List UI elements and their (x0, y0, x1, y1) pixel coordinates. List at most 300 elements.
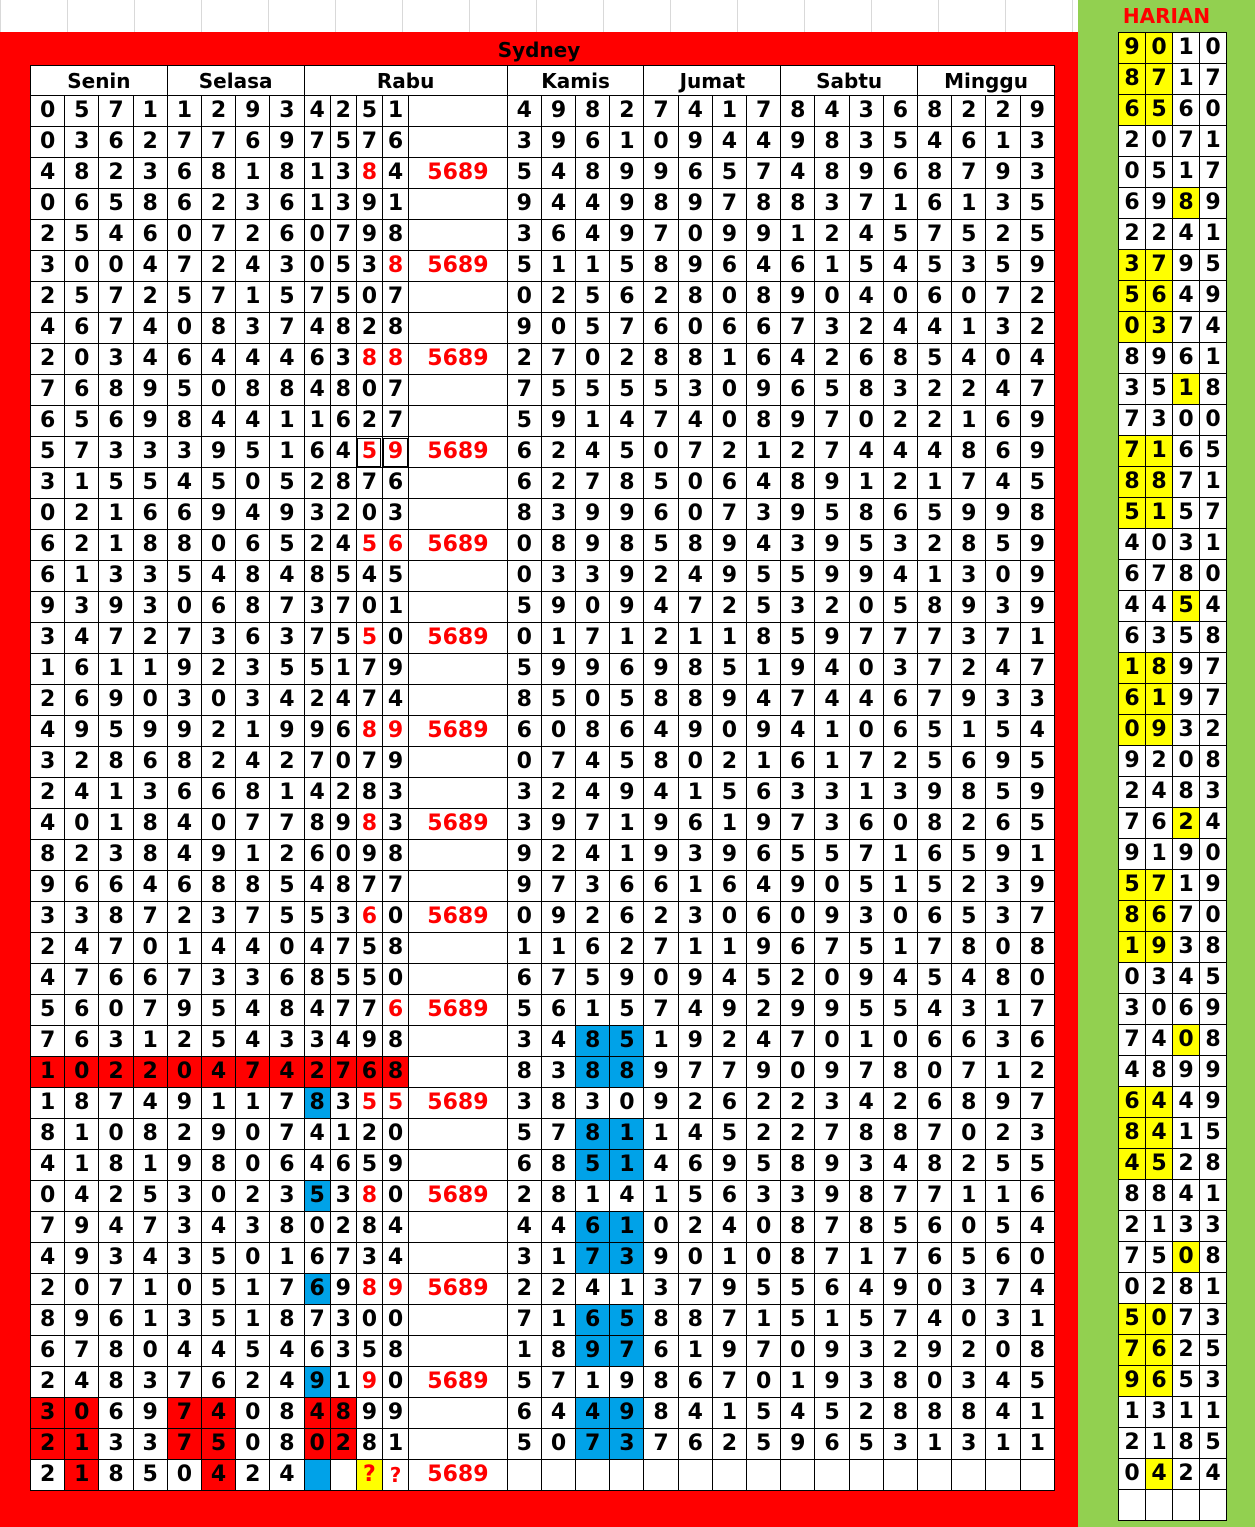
rabu-digit: 4 (304, 933, 330, 964)
kamis-digit: 9 (541, 127, 575, 158)
rabu-digit: 3 (330, 1088, 356, 1119)
harian-row (1119, 436, 1227, 467)
minggu-digit: 6 (918, 189, 952, 220)
senin-digit: 7 (65, 437, 99, 468)
jumat-digit: 0 (747, 1243, 781, 1274)
rabu-digit: 4 (330, 437, 356, 468)
sabtu-digit: 0 (883, 902, 917, 933)
rabu-digit: 8 (382, 220, 408, 251)
selasa-digit: 5 (270, 530, 304, 561)
spreadsheet-grid-background (0, 0, 1078, 32)
kamis-digit: 5 (576, 375, 610, 406)
senin-digit: 9 (65, 716, 99, 747)
kamis-digit: 1 (610, 1274, 644, 1305)
senin-digit: 5 (133, 1460, 167, 1491)
sabtu-digit: 1 (849, 1243, 883, 1274)
minggu-digit: 1 (952, 716, 986, 747)
sabtu-digit: 7 (781, 685, 815, 716)
selasa-digit: 6 (201, 778, 235, 809)
jumat-digit: 6 (747, 313, 781, 344)
kamis-digit: 7 (507, 375, 541, 406)
harian-digit: 3 (1146, 1397, 1173, 1428)
jumat-digit: 1 (712, 623, 746, 654)
selasa-digit: 5 (270, 468, 304, 499)
harian-digit: 4 (1146, 591, 1173, 622)
table-row (31, 592, 1055, 623)
minggu-digit: 5 (1020, 809, 1054, 840)
minggu-digit: 8 (918, 809, 952, 840)
sabtu-digit: 5 (883, 995, 917, 1026)
kamis-digit (507, 1460, 541, 1491)
senin-digit: 9 (65, 1212, 99, 1243)
rabu-extra-number: 5689 (409, 1367, 508, 1398)
harian-digit: 8 (1119, 343, 1146, 374)
harian-digit: 2 (1119, 777, 1146, 808)
harian-digit: 5 (1146, 1149, 1173, 1180)
rabu-digit: 3 (330, 902, 356, 933)
harian-digit: 9 (1200, 281, 1227, 312)
harian-row (1119, 1242, 1227, 1273)
minggu-digit: 9 (986, 1088, 1020, 1119)
rabu-extra-number: 5689 (409, 623, 508, 654)
minggu-digit: 0 (952, 1212, 986, 1243)
sabtu-digit: 5 (849, 933, 883, 964)
jumat-digit: 2 (747, 1119, 781, 1150)
harian-row (1119, 1428, 1227, 1459)
kamis-digit: 6 (610, 654, 644, 685)
selasa-digit: 9 (270, 716, 304, 747)
minggu-digit: 3 (986, 592, 1020, 623)
selasa-digit: 4 (236, 499, 270, 530)
jumat-digit: 9 (712, 1274, 746, 1305)
sabtu-digit: 9 (849, 158, 883, 189)
senin-digit: 5 (99, 468, 133, 499)
rabu-digit: 4 (382, 1243, 408, 1274)
header-senin: Senin (31, 66, 168, 96)
rabu-digit: 7 (382, 375, 408, 406)
sabtu-digit: 2 (849, 1398, 883, 1429)
harian-row (1119, 1025, 1227, 1056)
sabtu-digit: 8 (883, 1398, 917, 1429)
harian-row (1119, 963, 1227, 994)
selasa-digit: 1 (270, 1243, 304, 1274)
table-row (31, 1367, 1055, 1398)
kamis-digit: 9 (610, 189, 644, 220)
senin-digit: 8 (133, 189, 167, 220)
kamis-digit (610, 1460, 644, 1491)
harian-digit: 7 (1119, 1242, 1146, 1273)
table-row (31, 1243, 1055, 1274)
rabu-digit: 1 (330, 1119, 356, 1150)
jumat-digit: 8 (678, 1305, 712, 1336)
senin-digit: 4 (133, 251, 167, 282)
harian-digit (1173, 1490, 1200, 1521)
sydney-results-table (30, 65, 1055, 1491)
sabtu-digit (849, 1460, 883, 1491)
selasa-digit: 8 (201, 1150, 235, 1181)
senin-digit: 0 (31, 189, 65, 220)
rabu-digit: 7 (382, 406, 408, 437)
harian-digit: 9 (1173, 250, 1200, 281)
table-row (31, 1274, 1055, 1305)
sabtu-digit: 1 (883, 189, 917, 220)
sabtu-digit: 9 (815, 995, 849, 1026)
kamis-digit: 4 (507, 1212, 541, 1243)
kamis-digit: 7 (541, 964, 575, 995)
harian-digit: 1 (1146, 839, 1173, 870)
senin-digit: 1 (65, 1460, 99, 1491)
rabu-digit: 0 (382, 1305, 408, 1336)
kamis-digit: 9 (541, 96, 575, 127)
minggu-digit: 5 (1020, 220, 1054, 251)
sabtu-digit: 7 (815, 1243, 849, 1274)
rabu-digit: 8 (330, 468, 356, 499)
selasa-digit: 2 (270, 840, 304, 871)
harian-digit: 5 (1173, 1366, 1200, 1397)
harian-digit: 1 (1200, 529, 1227, 560)
minggu-digit: 5 (986, 778, 1020, 809)
selasa-digit: 4 (167, 840, 201, 871)
selasa-digit: 0 (236, 1398, 270, 1429)
minggu-digit: 2 (918, 375, 952, 406)
selasa-digit: 6 (167, 189, 201, 220)
jumat-digit: 0 (712, 902, 746, 933)
sabtu-digit: 2 (883, 406, 917, 437)
minggu-digit: 5 (1020, 1150, 1054, 1181)
header-rabu: Rabu (304, 66, 507, 96)
jumat-digit: 1 (747, 654, 781, 685)
jumat-digit: 9 (712, 1150, 746, 1181)
kamis-digit: 5 (576, 282, 610, 313)
harian-digit: 4 (1173, 963, 1200, 994)
harian-digit: 7 (1119, 1335, 1146, 1366)
rabu-digit: 8 (356, 1429, 382, 1460)
kamis-digit: 1 (541, 1243, 575, 1274)
sabtu-digit: 6 (781, 251, 815, 282)
sabtu-digit: 4 (883, 313, 917, 344)
selasa-digit: 4 (167, 468, 201, 499)
sabtu-digit: 5 (883, 1212, 917, 1243)
harian-digit: 0 (1173, 1242, 1200, 1273)
minggu-digit: 0 (1020, 964, 1054, 995)
harian-digit: 5 (1173, 591, 1200, 622)
sabtu-digit: 9 (815, 1057, 849, 1088)
kamis-digit: 8 (610, 468, 644, 499)
harian-digit: 9 (1200, 1056, 1227, 1087)
selasa-digit: 3 (236, 654, 270, 685)
selasa-digit: 4 (201, 1057, 235, 1088)
table-row (31, 902, 1055, 933)
header-minggu: Minggu (918, 66, 1055, 96)
kamis-digit: 5 (507, 592, 541, 623)
selasa-digit: 3 (236, 189, 270, 220)
jumat-digit: 4 (678, 561, 712, 592)
sabtu-digit: 7 (849, 747, 883, 778)
senin-digit: 2 (31, 1460, 65, 1491)
harian-digit: 8 (1200, 1025, 1227, 1056)
rabu-digit: 0 (356, 1305, 382, 1336)
kamis-digit: 0 (507, 282, 541, 313)
minggu-digit: 4 (918, 437, 952, 468)
selasa-digit: 6 (167, 871, 201, 902)
kamis-digit: 2 (610, 344, 644, 375)
jumat-digit: 0 (644, 1212, 678, 1243)
minggu-digit: 4 (918, 127, 952, 158)
minggu-digit: 5 (1020, 1367, 1054, 1398)
minggu-digit: 6 (918, 1088, 952, 1119)
kamis-digit: 1 (541, 623, 575, 654)
minggu-digit: 1 (1020, 623, 1054, 654)
selasa-digit: 0 (167, 220, 201, 251)
rabu-digit: 4 (382, 1212, 408, 1243)
rabu-digit: 4 (356, 561, 382, 592)
kamis-digit: 3 (541, 561, 575, 592)
selasa-digit: 2 (236, 1181, 270, 1212)
sabtu-digit: 6 (781, 747, 815, 778)
selasa-digit: 9 (201, 499, 235, 530)
sabtu-digit: 1 (883, 933, 917, 964)
selasa-digit: 1 (236, 716, 270, 747)
sabtu-digit: 5 (849, 871, 883, 902)
selasa-digit: 6 (167, 344, 201, 375)
senin-digit: 4 (65, 1181, 99, 1212)
sabtu-digit (781, 1460, 815, 1491)
table-row (31, 1026, 1055, 1057)
table-row (31, 375, 1055, 406)
rabu-digit: 8 (304, 1088, 330, 1119)
selasa-digit: 1 (270, 406, 304, 437)
minggu-digit: 6 (986, 437, 1020, 468)
senin-digit: 9 (133, 1398, 167, 1429)
minggu-digit: 5 (952, 840, 986, 871)
kamis-digit: 3 (507, 1243, 541, 1274)
harian-digit: 4 (1119, 529, 1146, 560)
kamis-digit: 5 (507, 158, 541, 189)
jumat-digit: 2 (678, 1088, 712, 1119)
kamis-digit: 8 (576, 1119, 610, 1150)
header-jumat: Jumat (644, 66, 781, 96)
table-row (31, 499, 1055, 530)
selasa-digit: 3 (270, 1026, 304, 1057)
selasa-digit: 9 (270, 127, 304, 158)
selasa-digit: 4 (270, 561, 304, 592)
sabtu-digit: 3 (781, 1181, 815, 1212)
rabu-digit: 9 (330, 1274, 356, 1305)
selasa-digit: 2 (201, 251, 235, 282)
senin-digit: 1 (133, 1274, 167, 1305)
sabtu-digit: 2 (883, 1336, 917, 1367)
kamis-digit: 6 (541, 220, 575, 251)
sabtu-digit: 0 (815, 1026, 849, 1057)
kamis-digit: 3 (541, 499, 575, 530)
rabu-extra-number (409, 1305, 508, 1336)
sabtu-digit: 8 (883, 1119, 917, 1150)
selasa-digit: 4 (236, 406, 270, 437)
selasa-digit: 7 (270, 313, 304, 344)
sabtu-digit: 2 (781, 1119, 815, 1150)
senin-digit: 1 (133, 654, 167, 685)
senin-digit: 7 (31, 1212, 65, 1243)
rabu-digit: 9 (356, 189, 382, 220)
senin-digit: 9 (31, 592, 65, 623)
minggu-digit: 5 (918, 344, 952, 375)
table-title: Sydney (497, 38, 581, 62)
rabu-digit: 7 (330, 1243, 356, 1274)
minggu-digit: 7 (918, 1181, 952, 1212)
kamis-digit: 2 (541, 437, 575, 468)
senin-digit: 3 (31, 468, 65, 499)
harian-digit: 3 (1146, 963, 1173, 994)
senin-digit: 4 (133, 344, 167, 375)
minggu-digit: 3 (1020, 127, 1054, 158)
selasa-digit: 4 (270, 1367, 304, 1398)
jumat-digit: 5 (712, 654, 746, 685)
table-row (31, 1460, 1055, 1491)
rabu-digit: 1 (382, 96, 408, 127)
senin-digit: 6 (133, 220, 167, 251)
jumat-digit: 8 (678, 530, 712, 561)
senin-digit: 8 (99, 1150, 133, 1181)
selasa-digit: 5 (236, 437, 270, 468)
sabtu-digit: 0 (815, 871, 849, 902)
senin-digit: 0 (31, 127, 65, 158)
sabtu-digit: 0 (781, 902, 815, 933)
kamis-digit: 8 (507, 685, 541, 716)
kamis-digit: 8 (541, 1181, 575, 1212)
sabtu-digit: 5 (849, 530, 883, 561)
sabtu-digit: 4 (849, 220, 883, 251)
harian-digit: 8 (1173, 560, 1200, 591)
rabu-digit: 6 (382, 995, 408, 1026)
minggu-digit: 8 (918, 1398, 952, 1429)
minggu-digit: 1 (918, 1429, 952, 1460)
minggu-digit: 9 (1020, 871, 1054, 902)
selasa-digit: 7 (270, 1274, 304, 1305)
selasa-digit: 5 (167, 282, 201, 313)
sabtu-digit: 5 (815, 1398, 849, 1429)
table-row (31, 1181, 1055, 1212)
senin-digit: 6 (65, 375, 99, 406)
jumat-digit: 9 (712, 530, 746, 561)
senin-digit: 1 (99, 654, 133, 685)
sabtu-digit: 7 (849, 623, 883, 654)
selasa-digit: 4 (167, 1336, 201, 1367)
harian-digit: 2 (1173, 1459, 1200, 1490)
minggu-digit: 3 (986, 1305, 1020, 1336)
rabu-digit: 9 (304, 1367, 330, 1398)
kamis-digit: 4 (576, 220, 610, 251)
harian-digit: 3 (1173, 1211, 1200, 1242)
kamis-digit: 0 (507, 530, 541, 561)
rabu-extra-number: 5689 (409, 1088, 508, 1119)
sabtu-digit: 1 (849, 468, 883, 499)
harian-digit: 1 (1119, 932, 1146, 963)
sabtu-digit: 6 (883, 96, 917, 127)
senin-digit: 0 (65, 1398, 99, 1429)
senin-digit: 2 (31, 685, 65, 716)
selasa-digit: 7 (167, 964, 201, 995)
minggu-digit: 1 (986, 127, 1020, 158)
minggu-digit: 4 (952, 344, 986, 375)
harian-digit: 7 (1200, 64, 1227, 95)
harian-digit: 7 (1173, 126, 1200, 157)
selasa-digit: 9 (201, 437, 235, 468)
selasa-digit: 5 (201, 995, 235, 1026)
rabu-digit: 2 (304, 685, 330, 716)
rabu-digit: 6 (304, 437, 330, 468)
minggu-digit: 2 (1020, 1057, 1054, 1088)
kamis-digit: 2 (541, 840, 575, 871)
minggu-digit: 1 (918, 468, 952, 499)
selasa-digit: 4 (201, 406, 235, 437)
harian-digit: 5 (1119, 1304, 1146, 1335)
selasa-digit: 3 (167, 437, 201, 468)
harian-digit: 1 (1146, 498, 1173, 529)
senin-digit: 7 (65, 1336, 99, 1367)
jumat-digit: 9 (644, 1243, 678, 1274)
kamis-digit: 2 (507, 1274, 541, 1305)
minggu-digit: 2 (986, 1119, 1020, 1150)
kamis-digit: 9 (507, 840, 541, 871)
selasa-digit: 2 (201, 654, 235, 685)
harian-digit: 1 (1200, 467, 1227, 498)
minggu-digit: 7 (986, 1274, 1020, 1305)
jumat-digit: 2 (747, 995, 781, 1026)
harian-digit: 5 (1200, 1428, 1227, 1459)
minggu-digit: 6 (918, 840, 952, 871)
sabtu-digit: 7 (883, 1305, 917, 1336)
harian-row (1119, 746, 1227, 777)
harian-title: HARIAN (1122, 4, 1211, 28)
senin-digit: 6 (31, 406, 65, 437)
senin-digit: 4 (31, 716, 65, 747)
minggu-digit: 8 (1020, 499, 1054, 530)
table-row (31, 437, 1055, 468)
senin-digit: 3 (133, 1367, 167, 1398)
harian-digit: 2 (1173, 1335, 1200, 1366)
jumat-digit: 5 (644, 468, 678, 499)
jumat-digit: 9 (747, 716, 781, 747)
kamis-digit: 3 (576, 561, 610, 592)
table-row (31, 530, 1055, 561)
harian-digit: 0 (1146, 994, 1173, 1025)
rabu-digit (304, 1460, 330, 1491)
rabu-extra-number (409, 468, 508, 499)
minggu-digit: 8 (918, 592, 952, 623)
selasa-digit: 9 (201, 1119, 235, 1150)
sabtu-digit: 4 (883, 251, 917, 282)
jumat-digit: 9 (712, 995, 746, 1026)
senin-digit: 6 (65, 995, 99, 1026)
sabtu-digit: 4 (883, 437, 917, 468)
sabtu-digit: 2 (815, 592, 849, 623)
selasa-digit: 5 (167, 375, 201, 406)
jumat-digit: 8 (747, 189, 781, 220)
sabtu-digit: 5 (815, 840, 849, 871)
harian-digit: 5 (1119, 870, 1146, 901)
minggu-digit: 9 (986, 158, 1020, 189)
kamis-digit: 1 (576, 251, 610, 282)
rabu-digit: 5 (356, 1336, 382, 1367)
senin-digit: 3 (133, 592, 167, 623)
minggu-digit: 3 (986, 1026, 1020, 1057)
minggu-digit (1020, 1460, 1054, 1491)
jumat-digit: 1 (678, 623, 712, 654)
harian-digit (1200, 1490, 1227, 1521)
selasa-digit: 2 (236, 220, 270, 251)
jumat-digit: 4 (678, 995, 712, 1026)
selasa-digit: 3 (270, 1181, 304, 1212)
